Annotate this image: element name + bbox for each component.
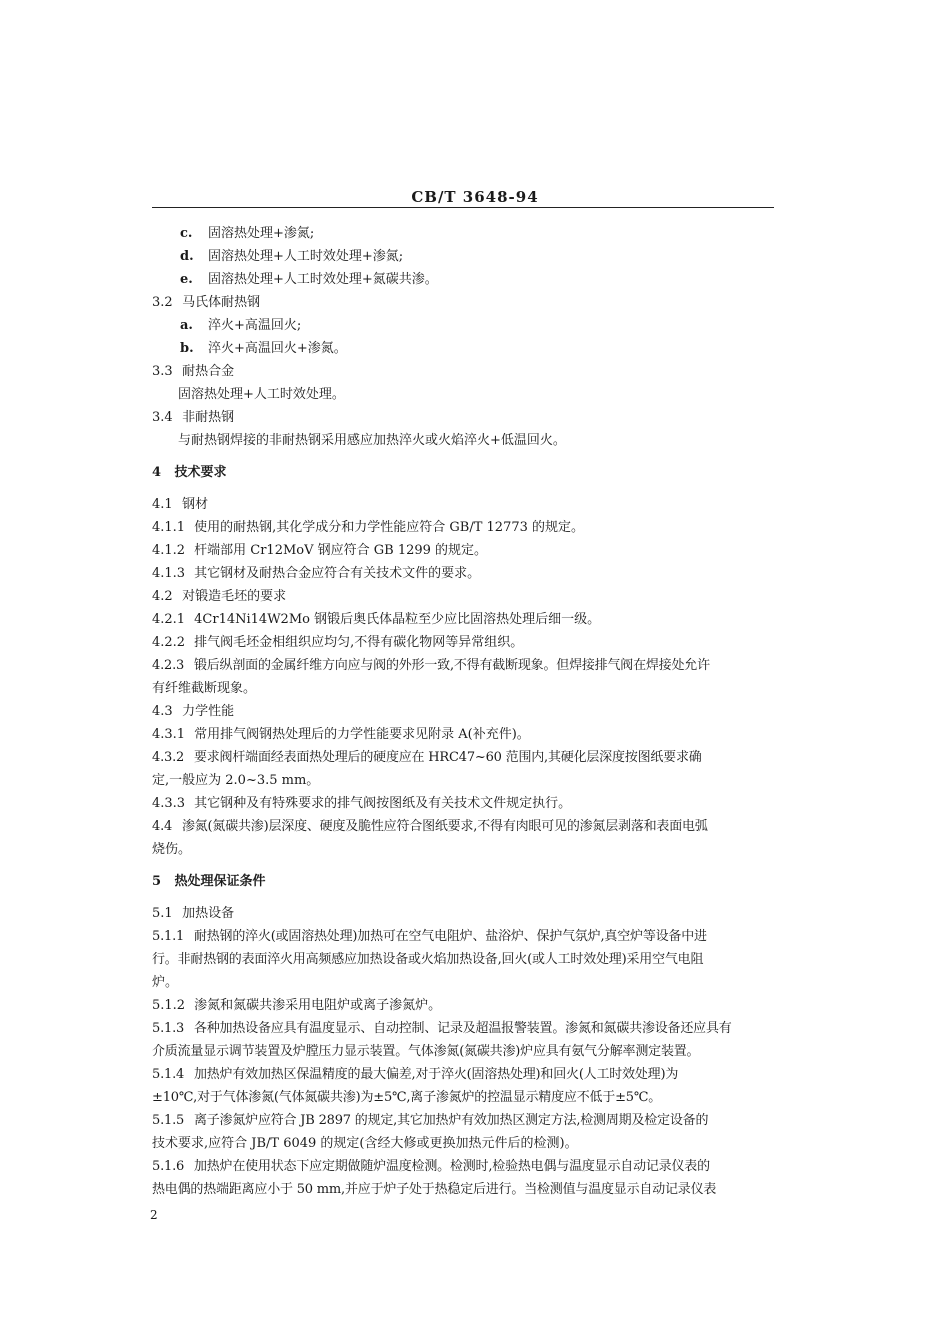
clause: 4.3.2 要求阀杆端面经表面热处理后的硬度应在 HRC47~60 范围内,其硬化层深度按图纸要求确 bbox=[152, 750, 702, 765]
list-item: b. 淬火+高温回火+渗氮。 bbox=[180, 341, 347, 356]
section-heading: 5.1 加热设备 bbox=[152, 906, 235, 921]
chapter-heading: 5 热处理保证条件 bbox=[152, 874, 266, 889]
section-heading: 3.4 非耐热钢 bbox=[152, 410, 235, 425]
document-code-header: CB/T 3648-94 bbox=[411, 188, 539, 206]
clause: 5.1.4 加热炉有效加热区保温精度的最大偏差,对于淬火(固溶热处理)和回火(人工时效处理)为 bbox=[152, 1067, 679, 1082]
clause: 5.1.6 加热炉在使用状态下应定期做随炉温度检测。检测时,检验热电偶与温度显示自动记录仪表的 bbox=[152, 1159, 710, 1174]
paragraph-line: 定,一般应为 2.0~3.5 mm。 bbox=[152, 773, 320, 788]
clause: 5.1.2 渗氮和氮碳共渗采用电阻炉或离子渗氮炉。 bbox=[152, 998, 442, 1013]
clause: 4.3.3 其它钢种及有特殊要求的排气阀按图纸及有关技术文件规定执行。 bbox=[152, 796, 572, 811]
section-heading: 3.3 耐热合金 bbox=[152, 364, 235, 379]
header-rule bbox=[152, 207, 774, 208]
clause: 5.1.5 离子渗氮炉应符合 JB 2897 的规定,其它加热炉有效加热区测定方法,检测周期及检定设备的 bbox=[152, 1113, 709, 1128]
chapter-heading: 4 技术要求 bbox=[152, 465, 227, 480]
list-item: c. 固溶热处理+渗氮; bbox=[180, 226, 315, 241]
paragraph-line: 炉。 bbox=[152, 975, 179, 990]
section-heading: 4.1 钢材 bbox=[152, 497, 209, 512]
clause: 5.1.1 耐热钢的淬火(或固溶热处理)加热可在空气电阻炉、盐浴炉、保护气氛炉,真空炉等设备中进 bbox=[152, 929, 707, 944]
clause: 4.2.3 锻后纵剖面的金属纤维方向应与阀的外形一致,不得有截断现象。但焊接排气阀在焊接处允许 bbox=[152, 658, 710, 673]
section-heading: 4.3 力学性能 bbox=[152, 704, 235, 719]
clause: 4.3.1 常用排气阀钢热处理后的力学性能要求见附录 A(补充件)。 bbox=[152, 727, 530, 742]
clause: 4.1.3 其它钢材及耐热合金应符合有关技术文件的要求。 bbox=[152, 566, 481, 581]
paragraph-line: 与耐热钢焊接的非耐热钢采用感应加热淬火或火焰淬火+低温回火。 bbox=[178, 433, 566, 448]
clause: 4.4 渗氮(氮碳共渗)层深度、硬度及脆性应符合图纸要求,不得有肉眼可见的渗氮层剥落和表面电弧 bbox=[152, 819, 708, 834]
paragraph-line: 有纤维截断现象。 bbox=[152, 681, 257, 696]
paragraph-line: ±10℃,对于气体渗氮(气体氮碳共渗)为±5℃,离子渗氮炉的控温显示精度应不低于±5℃。 bbox=[152, 1090, 661, 1105]
paragraph-line: 烧伤。 bbox=[152, 842, 192, 857]
paragraph-line: 固溶热处理+人工时效处理。 bbox=[178, 387, 345, 402]
list-item: e. 固溶热处理+人工时效处理+氮碳共渗。 bbox=[180, 272, 438, 287]
clause: 5.1.3 各种加热设备应具有温度显示、自动控制、记录及超温报警装置。渗氮和氮碳共渗设备还应具有 bbox=[152, 1021, 732, 1036]
paragraph-line: 介质流量显示调节装置及炉膛压力显示装置。气体渗氮(氮碳共渗)炉应具有氨气分解率测定装置。 bbox=[152, 1044, 700, 1059]
list-item: a. 淬火+高温回火; bbox=[180, 318, 302, 333]
clause: 4.1.1 使用的耐热钢,其化学成分和力学性能应符合 GB/T 12773 的规定。 bbox=[152, 520, 585, 535]
section-heading: 3.2 马氏体耐热钢 bbox=[152, 295, 261, 310]
paragraph-line: 行。非耐热钢的表面淬火用高频感应加热设备或火焰加热设备,回火(或人工时效处理)采用空气电阻 bbox=[152, 952, 704, 967]
clause: 4.1.2 杆端部用 Cr12MoV 钢应符合 GB 1299 的规定。 bbox=[152, 543, 488, 558]
list-item: d. 固溶热处理+人工时效处理+渗氮; bbox=[180, 249, 404, 264]
paragraph-line: 技术要求,应符合 JB/T 6049 的规定(含经大修或更换加热元件后的检测)。 bbox=[152, 1136, 578, 1151]
section-heading: 4.2 对锻造毛坯的要求 bbox=[152, 589, 287, 604]
paragraph-line: 热电偶的热端距离应小于 50 mm,并应于炉子处于热稳定后进行。当检测值与温度显示自动记录仪表 bbox=[152, 1182, 717, 1197]
clause: 4.2.2 排气阀毛坯金相组织应均匀,不得有碳化物网等异常组织。 bbox=[152, 635, 524, 650]
clause: 4.2.1 4Cr14Ni14W2Mo 钢锻后奥氏体晶粒至少应比固溶热处理后细一级。 bbox=[152, 612, 601, 627]
page-number: 2 bbox=[150, 1208, 158, 1222]
